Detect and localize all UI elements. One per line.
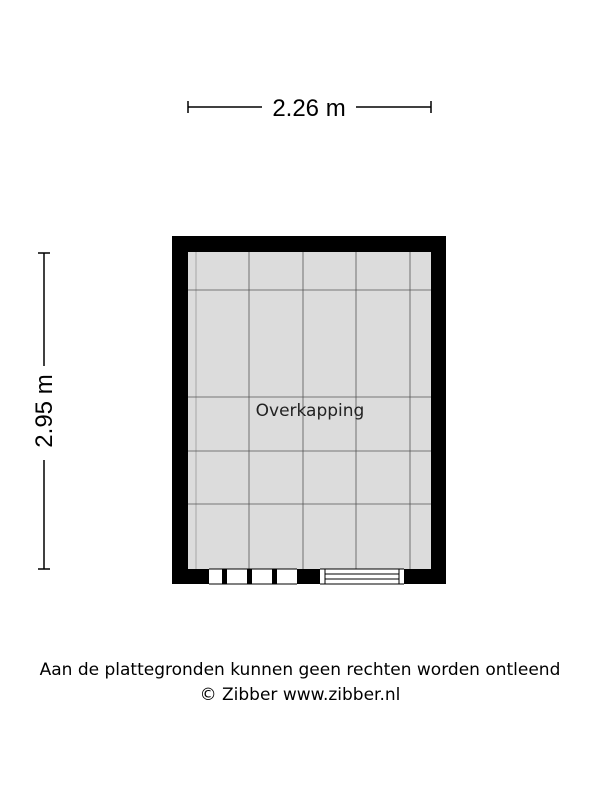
opening-post [222, 569, 227, 584]
width-dimension-label: 2.26 m [272, 95, 346, 122]
opening-post [272, 569, 277, 584]
bottom-opening-left [209, 569, 297, 584]
width-dimension [188, 95, 431, 122]
height-dimension-label: 2.95 m [31, 374, 58, 448]
bottom-window-right [320, 569, 404, 584]
copyright-text: © Zibber www.zibber.nl [199, 685, 401, 705]
room-label: Overkapping [255, 401, 365, 421]
opening-post [247, 569, 252, 584]
disclaimer-text: Aan de plattegronden kunnen geen rechten worden ontleend [39, 660, 561, 680]
window-gap [320, 569, 404, 584]
height-dimension [31, 253, 58, 569]
